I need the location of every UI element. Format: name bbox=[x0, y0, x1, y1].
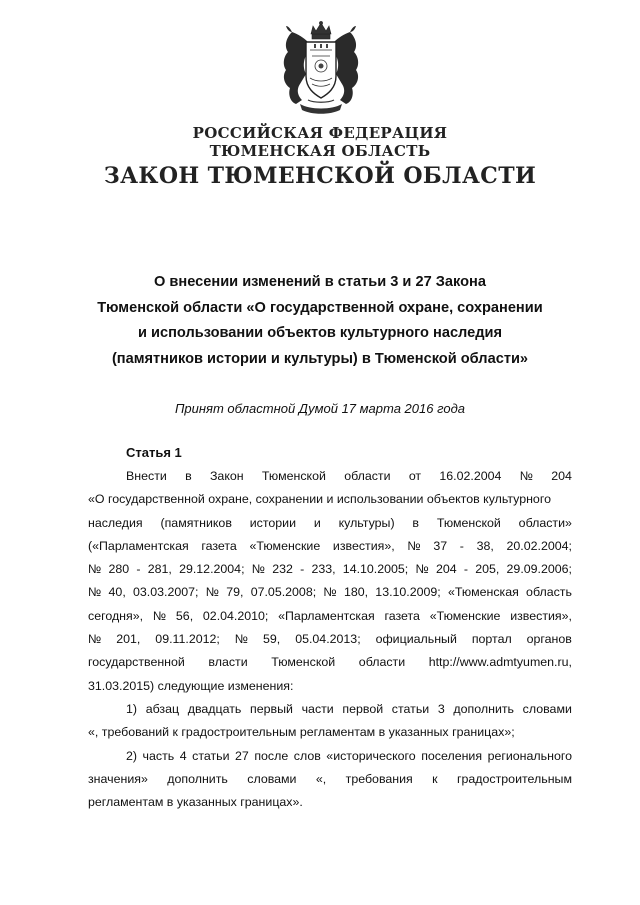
body-word: 40, bbox=[108, 585, 126, 600]
body-word: 03.03.2007; bbox=[133, 585, 199, 600]
body-word: № bbox=[415, 562, 429, 577]
body-word: государственной bbox=[88, 655, 185, 670]
body-word: 1) bbox=[126, 701, 138, 716]
body-word: Тюменской bbox=[261, 469, 326, 483]
body-word: (памятников bbox=[160, 515, 232, 530]
body-word: 56, bbox=[175, 608, 194, 623]
body-word: газета bbox=[201, 538, 237, 553]
body-word: после bbox=[254, 748, 289, 763]
body-word: слов bbox=[293, 748, 321, 763]
body-word: № bbox=[323, 585, 337, 600]
body-word: 2) bbox=[126, 748, 138, 763]
body-word: требования bbox=[345, 771, 413, 786]
body-line bbox=[88, 768, 572, 791]
body-word: 204 bbox=[551, 469, 572, 483]
body-word: 3 bbox=[437, 701, 445, 716]
body-line bbox=[88, 581, 572, 604]
body-word: области bbox=[344, 469, 391, 483]
body-word: в bbox=[185, 469, 192, 483]
body-word: 180, bbox=[343, 585, 369, 600]
body-word: словами bbox=[247, 771, 297, 786]
adoption-note: Принят областной Думой 17 марта 2016 года bbox=[175, 401, 465, 416]
body-line: регламентам в указанных границах». bbox=[88, 795, 303, 810]
body-word: № bbox=[152, 608, 167, 623]
title-line: Тюменской области «О государственной охране, сохранении bbox=[97, 299, 543, 316]
body-word: известия», bbox=[510, 608, 572, 623]
body-word: № bbox=[407, 538, 421, 553]
body-word: регионального bbox=[487, 748, 572, 763]
body-word: портал bbox=[471, 632, 512, 647]
body-word: сегодня», bbox=[88, 608, 144, 623]
body-word: власти bbox=[208, 655, 248, 670]
body-word: № bbox=[519, 469, 533, 483]
header-country: РОССИЙСКАЯ ФЕДЕРАЦИЯ bbox=[192, 124, 448, 142]
body-line bbox=[88, 605, 572, 628]
body-word: «Парламентская bbox=[278, 608, 375, 623]
body-word: дополнить bbox=[167, 771, 228, 786]
body-word: наследия bbox=[88, 515, 143, 530]
body-word: 38, bbox=[476, 538, 494, 553]
body-word: области bbox=[358, 655, 406, 670]
document-title bbox=[60, 270, 580, 372]
body-word: 29.09.2006; bbox=[506, 562, 572, 577]
body-word: истории bbox=[249, 515, 297, 530]
body-word: органов bbox=[526, 632, 572, 647]
title-line: (памятников истории и культуры) в Тюменской области» bbox=[111, 350, 529, 367]
title-line: и использовании объектов культурного наследия bbox=[137, 325, 503, 341]
body-line bbox=[88, 745, 572, 768]
body-word: № bbox=[88, 562, 102, 577]
body-line bbox=[88, 465, 572, 488]
body-word: 20.02.2004; bbox=[506, 538, 572, 553]
article-body bbox=[88, 465, 572, 814]
body-word: 204 bbox=[435, 562, 457, 577]
body-word: и bbox=[313, 515, 321, 530]
body-word: абзац bbox=[145, 701, 180, 716]
body-word: 4 bbox=[179, 748, 187, 763]
body-word: от bbox=[408, 469, 422, 483]
body-word: № bbox=[205, 585, 219, 600]
title-line: О внесении изменений в статьи 3 и 27 Закона bbox=[154, 274, 486, 290]
body-word: культуры) bbox=[338, 515, 395, 530]
body-word: в bbox=[412, 515, 420, 530]
body-word: Закон bbox=[209, 469, 244, 483]
body-word: - bbox=[136, 562, 141, 577]
body-word: статьи bbox=[192, 748, 230, 763]
body-word: словами bbox=[522, 701, 572, 716]
body-word: 05.04.2013; bbox=[295, 632, 361, 647]
body-word: дополнить bbox=[453, 701, 514, 716]
body-word: № bbox=[251, 562, 266, 577]
body-line bbox=[88, 535, 572, 558]
body-word: Тюменской bbox=[436, 515, 501, 530]
body-word: к bbox=[432, 771, 438, 786]
body-word: 27 bbox=[235, 748, 249, 763]
body-word: значения» bbox=[88, 771, 148, 786]
body-word: первой bbox=[342, 701, 384, 716]
body-word: газета bbox=[384, 608, 420, 623]
body-line: 31.03.2015) следующие изменения: bbox=[88, 678, 294, 693]
article-heading: Статья 1 bbox=[126, 445, 182, 460]
body-word: «исторического bbox=[326, 748, 416, 763]
body-word: градостроительным bbox=[457, 771, 572, 786]
body-word: № bbox=[234, 632, 249, 647]
body-word: 233, bbox=[311, 562, 336, 577]
body-word: - bbox=[463, 562, 468, 577]
body-word: часть bbox=[142, 748, 175, 763]
body-word: 79, bbox=[226, 585, 244, 600]
body-word: область bbox=[526, 585, 572, 600]
body-word: 09.11.2012; bbox=[155, 632, 220, 647]
body-word: 37 bbox=[433, 538, 448, 553]
body-word: 29.12.2004; bbox=[179, 562, 245, 577]
body-word: № bbox=[88, 632, 102, 647]
body-word: «, bbox=[315, 771, 327, 786]
header-law-title: ЗАКОН ТЮМЕНСКОЙ ОБЛАСТИ bbox=[103, 163, 537, 189]
body-word: области» bbox=[518, 515, 572, 530]
body-word: («Парламентская bbox=[88, 538, 189, 553]
body-line bbox=[88, 698, 572, 721]
body-word: - bbox=[459, 538, 464, 553]
tyumen-coat-of-arms-emblem bbox=[278, 20, 364, 116]
body-word: 07.05.2008; bbox=[250, 585, 317, 600]
body-word: «Тюменские bbox=[249, 538, 321, 553]
body-word: 205, bbox=[475, 562, 500, 577]
body-word: официальный bbox=[375, 632, 457, 647]
body-word: - bbox=[300, 562, 305, 577]
body-word: Внести bbox=[126, 469, 167, 483]
body-word: статьи bbox=[391, 701, 430, 716]
body-line: «О государственной охране, сохранении и использовании объектов культурного bbox=[88, 492, 551, 507]
body-word: № bbox=[88, 585, 102, 600]
body-word: 280 bbox=[108, 562, 130, 577]
body-line bbox=[88, 628, 572, 651]
body-line bbox=[88, 512, 572, 535]
body-word: Тюменской bbox=[271, 655, 336, 670]
body-word: 16.02.2004 bbox=[439, 469, 502, 483]
body-word: первый bbox=[250, 701, 293, 716]
body-line bbox=[88, 651, 572, 674]
body-word: 232 bbox=[272, 562, 293, 577]
body-word: двадцать bbox=[187, 701, 242, 716]
body-word: http://www.admtyumen.ru, bbox=[428, 655, 572, 670]
body-word: 59, bbox=[263, 632, 281, 647]
body-word: 281, bbox=[147, 562, 172, 577]
body-word: 13.10.2009; bbox=[375, 585, 441, 600]
body-word: «Тюменские bbox=[429, 608, 501, 623]
body-word: известия», bbox=[332, 538, 395, 553]
body-line: «, требований к градостроительным регламентам в указанных границах»; bbox=[88, 725, 515, 740]
body-word: 14.10.2005; bbox=[342, 562, 409, 577]
header-region: ТЮМЕНСКАЯ ОБЛАСТЬ bbox=[209, 142, 431, 160]
body-word: «Тюменская bbox=[448, 585, 519, 600]
body-word: части bbox=[301, 701, 334, 716]
body-word: 201, bbox=[116, 632, 141, 647]
body-word: поселения bbox=[421, 748, 483, 763]
body-line bbox=[88, 558, 572, 581]
body-word: 02.04.2010; bbox=[202, 608, 269, 623]
